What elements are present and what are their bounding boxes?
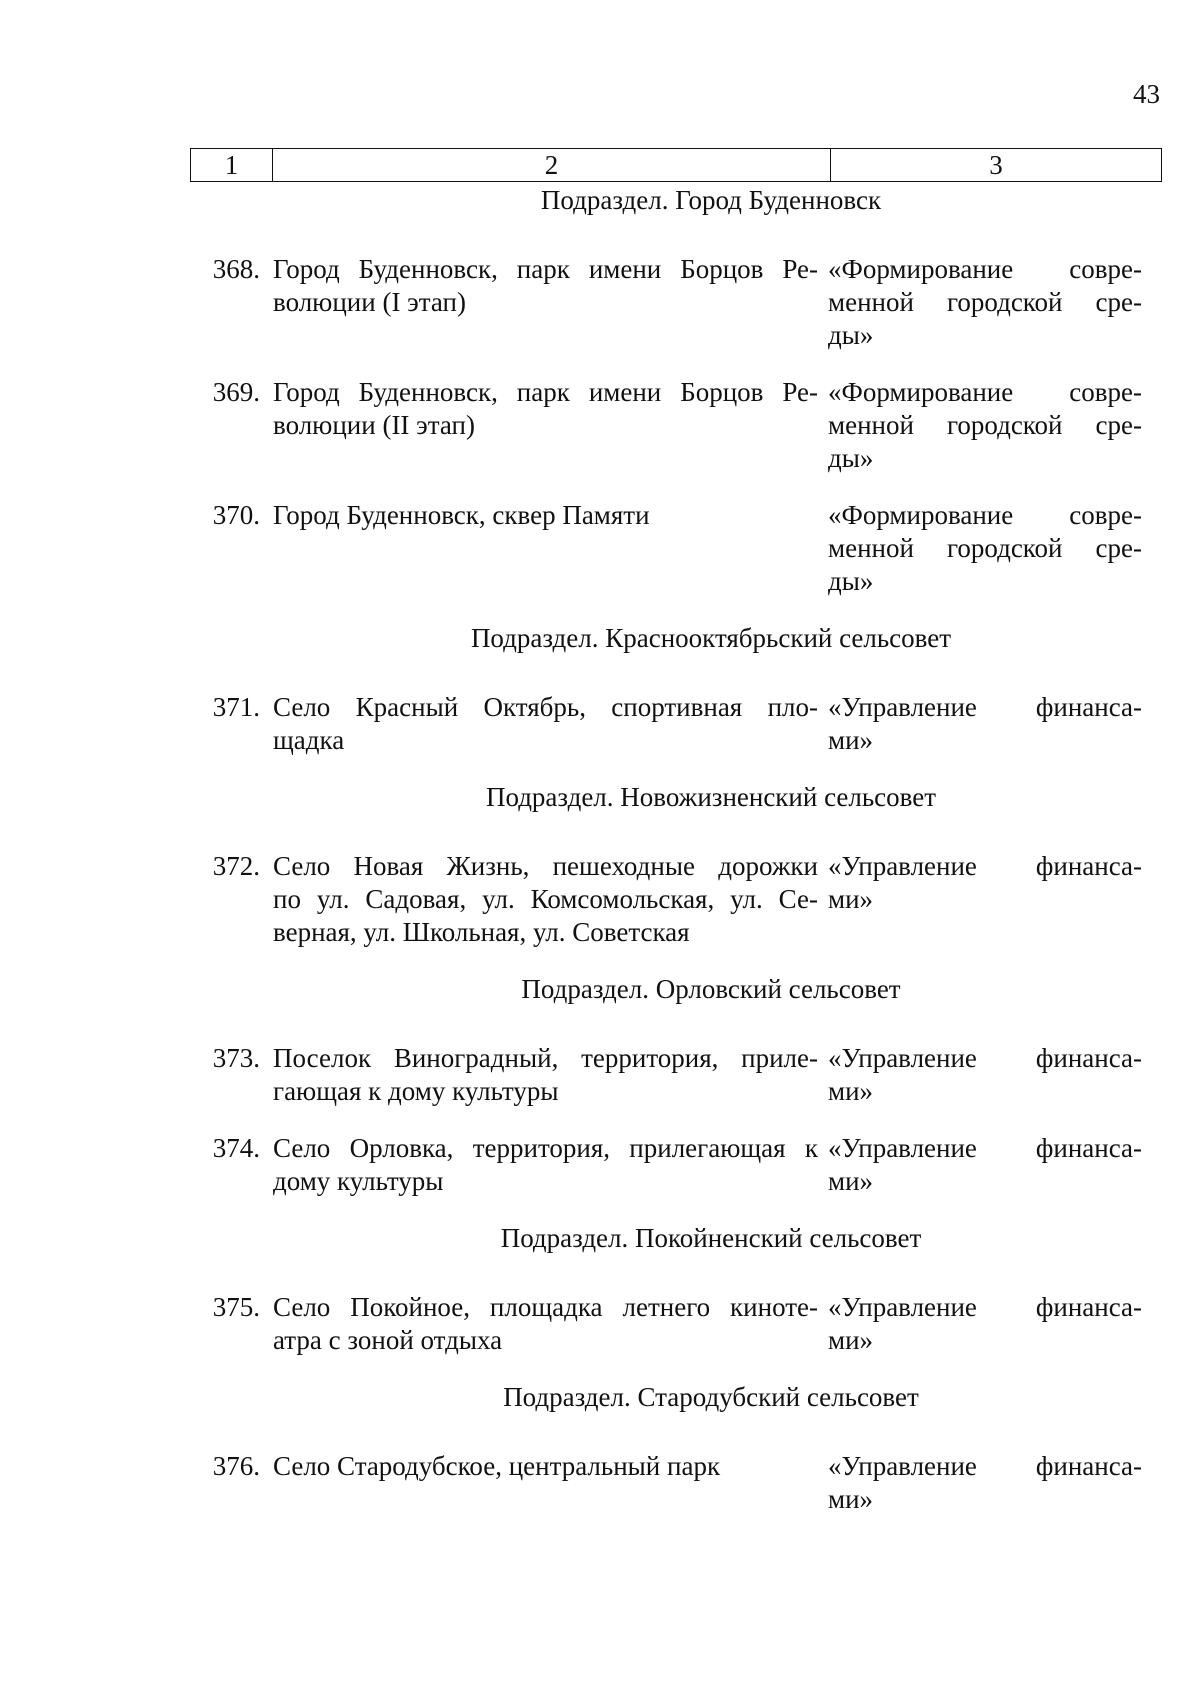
program-name-line: ды» <box>828 320 874 350</box>
program-name <box>828 850 1142 916</box>
program-name <box>828 1450 1142 1516</box>
row-number: 376. <box>212 1451 260 1481</box>
program-name-line: ми» <box>828 725 874 755</box>
program-name <box>828 691 1142 757</box>
program-name <box>828 1291 1142 1357</box>
row-number: 373. <box>212 1043 260 1073</box>
object-name-line: Село Покойное, площадка летнего киноте- <box>273 1292 818 1322</box>
program-name <box>828 1132 1142 1198</box>
program-name <box>828 1042 1142 1108</box>
object-name <box>273 1291 828 1357</box>
page-number: 43 <box>1133 79 1160 109</box>
section-title: Подраздел. Новожизненский сельсовет <box>485 782 937 812</box>
object-name <box>273 499 828 532</box>
object-name-line: атра с зоной отдыха <box>273 1325 503 1355</box>
object-name-line: Город Буденновск, парк имени Борцов Ре- <box>273 377 818 407</box>
table-row <box>190 691 1162 757</box>
section-title: Подраздел. Краснооктябрьский сельсовет <box>470 623 952 653</box>
object-name-line: верная, ул. Школьная, ул. Советская <box>273 917 690 947</box>
document-body <box>190 184 1162 1540</box>
program-name-line: «Управление финанса- <box>828 851 1142 881</box>
section-title: Подраздел. Город Буденновск <box>540 185 882 215</box>
object-name <box>273 253 828 319</box>
program-name-line: менной городской сре- <box>828 287 1142 317</box>
object-name-line: Село Стародубское, центральный парк <box>273 1451 721 1481</box>
program-name-line: «Управление финанса- <box>828 1451 1142 1481</box>
program-name-line: ми» <box>828 1166 874 1196</box>
column-header-1: 1 <box>191 149 273 181</box>
program-name-line: ми» <box>828 884 874 914</box>
program-name-line: ми» <box>828 1484 874 1514</box>
table-row <box>190 1291 1162 1357</box>
program-name-line: ды» <box>828 443 874 473</box>
program-name-line: менной городской сре- <box>828 533 1142 563</box>
object-name-line: по ул. Садовая, ул. Комсомольская, ул. Се- <box>273 884 818 914</box>
program-name-line: ми» <box>828 1076 874 1106</box>
section-title: Подраздел. Стародубский сельсовет <box>503 1382 919 1412</box>
object-name <box>273 1450 828 1483</box>
row-number: 374. <box>212 1133 260 1163</box>
object-name-line: Село Красный Октябрь, спортивная пло- <box>273 692 818 722</box>
object-name <box>273 850 828 949</box>
program-name-line: ды» <box>828 566 874 596</box>
object-name-line: щадка <box>273 725 345 755</box>
row-number: 370. <box>212 500 260 530</box>
program-name-line: «Формирование совре- <box>828 377 1142 407</box>
table-row <box>190 1450 1162 1516</box>
object-name-line: волюции (I этап) <box>273 287 466 317</box>
object-name-line: Поселок Виноградный, территория, приле- <box>273 1043 818 1073</box>
table-row <box>190 850 1162 949</box>
column-header-3: 3 <box>989 150 1003 180</box>
program-name <box>828 499 1142 598</box>
table-row <box>190 376 1162 475</box>
program-name-line: «Управление финанса- <box>828 1043 1142 1073</box>
program-name-line: «Формирование совре- <box>828 254 1142 284</box>
row-number: 371. <box>212 692 260 722</box>
object-name-line: дому культуры <box>273 1166 444 1196</box>
object-name-line: гающая к дому культуры <box>273 1076 559 1106</box>
object-name-line: Село Новая Жизнь, пешеходные дорожки <box>273 851 818 881</box>
column-header-2: 2 <box>273 149 831 181</box>
section-title: Подраздел. Орловский сельсовет <box>521 974 901 1004</box>
program-name-line: «Управление финанса- <box>828 692 1142 722</box>
row-number: 368. <box>212 254 260 284</box>
program-name <box>828 253 1142 352</box>
object-name-line: волюции (II этап) <box>273 410 475 440</box>
column-header-row <box>190 148 1162 182</box>
program-name-line: ми» <box>828 1325 874 1355</box>
program-name-line: «Управление финанса- <box>828 1133 1142 1163</box>
row-number: 369. <box>212 377 260 407</box>
program-name <box>828 376 1142 475</box>
object-name-line: Село Орловка, территория, прилегающая к <box>273 1133 818 1163</box>
table-row <box>190 253 1162 352</box>
row-number: 372. <box>212 851 260 881</box>
object-name-line: Город Буденновск, сквер Памяти <box>273 500 650 530</box>
object-name <box>273 691 828 757</box>
object-name <box>273 1132 828 1198</box>
object-name <box>273 376 828 442</box>
program-name-line: менной городской сре- <box>828 410 1142 440</box>
section-title: Подраздел. Покойненский сельсовет <box>500 1223 922 1253</box>
object-name <box>273 1042 828 1108</box>
program-name-line: «Формирование совре- <box>828 500 1142 530</box>
table-row <box>190 1042 1162 1108</box>
object-name-line: Город Буденновск, парк имени Борцов Ре- <box>273 254 818 284</box>
table-row <box>190 1132 1162 1198</box>
program-name-line: «Управление финанса- <box>828 1292 1142 1322</box>
table-row <box>190 499 1162 598</box>
row-number: 375. <box>212 1292 260 1322</box>
